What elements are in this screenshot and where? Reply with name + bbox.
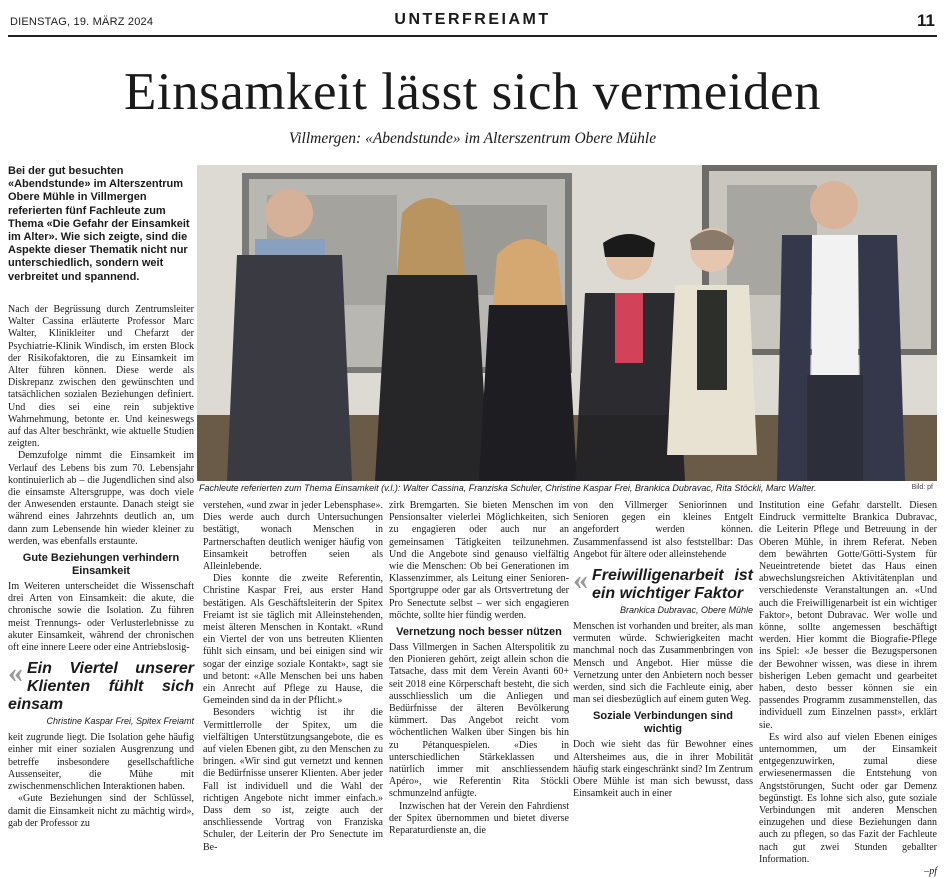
- section-title: UNTERFREIAMT: [394, 11, 551, 28]
- body-paragraph: Inzwischen hat der Verein den Fahrdienst der Spitex übernommen und bietet diverse Reparaturdienste an, die: [389, 800, 569, 837]
- body-paragraph: Dies konnte die zweite Referentin, Christine Kaspar Frei, aus erster Hand bestätigen. Als Geschäftsleiterin der Spitex Freiamt ist sie täglich mit Alleinstehenden, meist älteren Menschen in Kontakt. «Rund ein Viertel der von uns betreuten Klienten fühlt sich einsam, und bei einigen sind wir sogar der einzige soziale Kontakt», sagt sie und betont: «Alle Menschen bei uns haben ein Anrecht auf Pflege zu Hause, die Gemeinden sind da in der Pflicht.»: [203, 573, 383, 707]
- quote-mark-icon: «: [573, 563, 588, 597]
- body-paragraph: zirk Bremgarten. Sie bieten Menschen im Pensionsalter vielerlei Möglichkeiten, sich zu engagieren oder auch nur an gemeinsamen Tätigkeiten teilzunehmen. Und die Angebote sind genauso vielfältig wie die Menschen: Ob bei Generationen im Klassenzimmer, als Leitung einer Senioren-Sportgruppe oder gar als Ortsvertretung der Pro Senectute selbst – wer sich engagieren möchte, sollte hier fündig werden.: [389, 500, 569, 621]
- page-header: [0, 0, 945, 36]
- body-paragraph: Besonders wichtig ist ihr die Vermittlerrolle der Spitex, um die vielfältigen Unterstützungsangebote, die es auf vielen Ebenen gibt, zu den Menschen zu bringen. «Wir sind gut vernetzt und kennen die Bedürfnisse unserer Klienten. Aber jeder Fall ist individuell und die Wahl der richtigen Angebote nicht immer einfach.» Dass dem so ist, zeigte auch der anschliessende Vortrag von Franziska Schuler, der Leiterin der Pro Senectute im Be-: [203, 707, 383, 853]
- body-paragraph: verstehen, «und zwar in jeder Lebensphase». Dies werde auch durch Untersuchungen bestätigt, wonach Menschen in Partnerschaften deutlich weniger häufig von Einsamkeit betroffen seien als Alleinlebende.: [203, 500, 383, 573]
- pull-quote-attribution: Christine Kaspar Frei, Spitex Freiamt: [46, 716, 194, 727]
- column-3: [389, 500, 569, 837]
- headline: Einsamkeit lässt sich vermeiden: [124, 63, 821, 121]
- pull-quote-attribution: Brankica Dubravac, Obere Mühle: [619, 605, 753, 616]
- body-paragraph: von den Villmerger Seniorinnen und Senioren gegen ein kleines Entgelt angefordert werden können. Zusammenfassend ist also feststellbar: Das Angebot für ältere oder alleinstehende: [573, 500, 753, 560]
- photo-caption: Fachleute referierten zum Thema Einsamkeit (v.l.): Walter Cassina, Franziska Schuler, Christine Kaspar Frei, Brankica Dubravac, Rita Stöckli, Marc Walter.: [199, 483, 817, 493]
- pull-quote-text: Freiwilligenarbeit ist ein wichtiger Faktor: [592, 567, 753, 603]
- body-paragraph: keit zugrunde liegt. Die Isolation gehe häufig einher mit einer sozialen Ausgrenzung und betreffe insbesondere gesellschaftliche Aussenseiter, die Mühe mit zwischenmenschlichen Interaktionen haben.: [8, 732, 194, 793]
- subheading: Vernetzung noch besser nützen: [396, 626, 562, 639]
- pull-quote: [573, 563, 753, 616]
- group-photo: [197, 165, 937, 481]
- subheadline: Villmergen: «Abendstunde» im Alterszentrum Obere Mühle: [288, 130, 657, 147]
- body-paragraph: Dass Villmergen in Sachen Alterspolitik zu den Pionieren gehört, zeigt allein schon die Tatsache, dass mit dem Verein Avanti 60+ seit 2018 eine Körperschaft besteht, die sich ausschliesslich um die Anliegen und Bedürfnisse der älteren Bevölkerung kümmert. Das Angebot reicht vom wöchentlichen Walken über Singen bis hin zu Pétanquespielen. «Dies in unterschiedlichen Stärkeklassen und natürlich immer mit anschliessendem Apéro», wie Referentin Rita Stöckli schmunzelnd anfügte.: [389, 642, 569, 800]
- pull-quote-text: Ein Viertel unserer Klienten fühlt sich einsam: [8, 660, 194, 714]
- column-5: [759, 500, 937, 878]
- column-2: [203, 500, 383, 854]
- body-paragraph: Es wird also auf vielen Ebenen einiges unternommen, um der Einsamkeit entgegenzuwirken, zumal diese erwiesenermassen die Entstehung von Angststörungen, Sucht oder gar Demenz begünstigt. Es lohne sich also, gute soziale Verbindungen mit anderen Menschen einzugehen und diese Beziehungen dann auch zu pflegen, so das Fazit der Fachleute nach gut zwei Stunden geballter Information.: [759, 731, 937, 865]
- body-paragraph: «Gute Beziehungen sind der Schlüssel, damit die Einsamkeit nicht zu mächtig wird», gab der Professor zu: [8, 793, 194, 829]
- author-signoff: –pf: [924, 866, 937, 878]
- column-1: [8, 304, 194, 830]
- body-paragraph: Demzufolge nimmt die Einsamkeit im Verlauf des Lebens bis zum 70. Lebensjahr kontinuierlich ab – die Jugendlichen sind also die einsamste Altersgruppe, was doch viele der Anwesenden erstaunte. Danach steigt sie während eines Jahrzehnts deutlich an, um dann zum Lebensende hin wieder kleiner zu werden, was ebenfalls erstaunte.: [8, 450, 194, 547]
- photo-credit: Bild: pf: [911, 484, 933, 491]
- column-4: [573, 500, 753, 800]
- issue-date: DIENSTAG, 19. MÄRZ 2024: [10, 16, 154, 28]
- quote-mark-icon: «: [8, 656, 23, 690]
- photo-illustration: [197, 165, 937, 481]
- body-paragraph: Nach der Begrüssung durch Zentrumsleiter Walter Cassina erläuterte Professor Marc Walter, Klinikleiter und Chefarzt der Psychiatrie-Klinik Windisch, im ersten Block der Risikofaktoren, die zu Einsamkeit im Alter führen können. Diese werde als Diskrepanz zwischen den gewünschten und tatsächlichen sozialen Beziehungen definiert. Und dies sei eine rein subjektive Wahrnehmung, betonte er. Und keineswegs auf das Alter beschränkt, wie aktuelle Studien zeigten.: [8, 304, 194, 450]
- page-number: 11: [917, 11, 935, 30]
- body-paragraph: Institution eine Gefahr darstellt. Diesen Eindruck vermittelte Brankica Dubravac, die Leiterin Pflege und Betreuung in der Oberen Mühle, in ihrem Referat. Neben dem bewährten Gotte/Götti-System für Neueintretende bietet das Haus einen abwechslungsreichen Aktivitätenplan und verschiedenste Veranstaltungen an. «Und auch die Freiwilligenarbeit ist ein wichtiger Faktor», betont Dubravac. Wer wolle und könne, sollte angemessen beschäftigt werden. Hier kommt die Biografie-Pflege ins Spiel: «Je besser die Bezugspersonen der Bewohner wissen, was diese in ihrem bisherigen Leben gemacht und gearbeitet haben, desto besser können sie ein passendes Programm zusammenstellen, das individuell zum Einzelnen passt», erklärt sie.: [759, 500, 937, 731]
- body-paragraph: Im Weiteren unterscheidet die Wissenschaft drei Arten von Einsamkeit: die akute, die chronische sowie die Isolation. Zu führen meist Trennungs- oder Verlusterlebnisse zu akuter Einsamkeit, während der chronischen oft eine innere Leere oder eine Antriebslosig-: [8, 581, 194, 654]
- pull-quote: [8, 656, 194, 727]
- lead-paragraph: Bei der gut besuchten «Abendstunde» im Alterszentrum Obere Mühle in Villmergen referierten fünf Fachleute zum Thema «Die Gefahr der Einsamkeit im Alter». Wie sich zeigte, sind die Aspekte dieser Thematik nicht nur unterschiedlich, sondern weit verbreitet und spannend.: [8, 165, 190, 283]
- header-rule: [8, 35, 937, 37]
- body-paragraph: Doch wie sieht das für Bewohner eines Altersheimes aus, die in ihrer Mobilität häufig stark eingeschränkt sind? Im Zentrum Obere Mühle ist man sich bewusst, dass Einsamkeit auch in einer: [573, 739, 753, 800]
- body-paragraph: Menschen ist vorhanden und breiter, als man vermuten würde. Schwierigkeiten macht manchmal noch das Zusammenbringen von Mensch und Angebot. Hier müsse die Vernetzung unter den Anbietern noch besser werden, sind sich die Fachleute einig, aber man sei diesbezüglich auf einem guten Weg.: [573, 621, 753, 706]
- subheading: Soziale Verbindungen sind wichtig: [593, 710, 733, 736]
- subheading: Gute Beziehungen verhindern Einsamkeit: [22, 552, 180, 578]
